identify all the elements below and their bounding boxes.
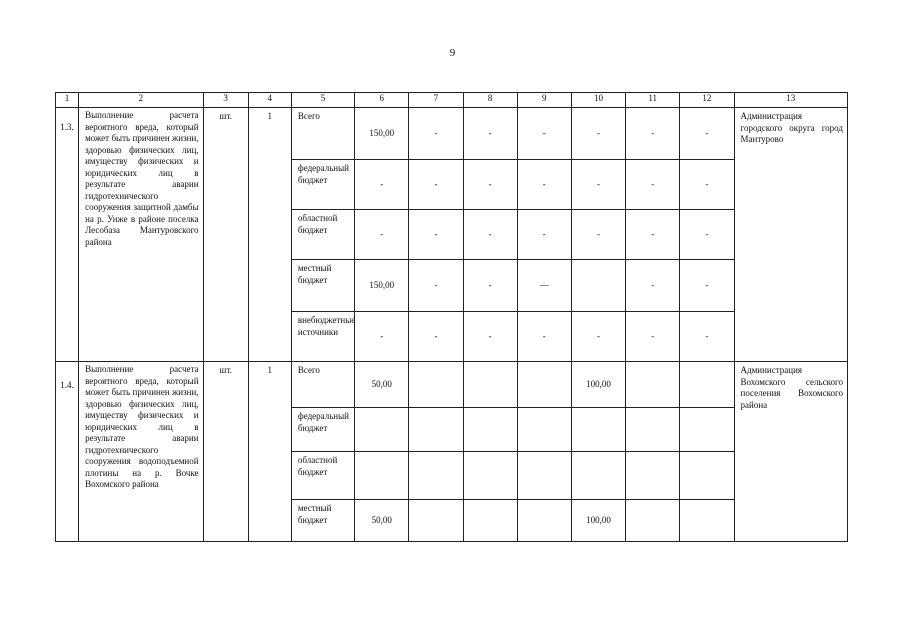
col-header: 2 — [79, 93, 203, 108]
col-header: 5 — [291, 93, 354, 108]
page-number: 9 — [449, 47, 456, 59]
funding-value: - — [680, 108, 734, 160]
funding-value: - — [517, 160, 571, 210]
funding-value: - — [571, 210, 625, 260]
col-header: 10 — [571, 93, 625, 108]
col-header: 4 — [248, 93, 291, 108]
col-header: 6 — [355, 93, 409, 108]
funding-value: - — [517, 312, 571, 362]
funding-value: - — [517, 108, 571, 160]
funding-value — [571, 408, 625, 452]
funding-value: - — [355, 312, 409, 362]
funding-value: - — [355, 160, 409, 210]
funding-value — [409, 500, 463, 542]
funding-value — [517, 362, 571, 408]
funding-value: 150,00 — [355, 260, 409, 312]
item-number: 1.3. — [56, 108, 79, 362]
funding-value: - — [409, 210, 463, 260]
funding-value — [463, 408, 517, 452]
header-row — [56, 93, 848, 108]
table-body — [56, 108, 848, 542]
funding-value: - — [409, 312, 463, 362]
col-header: 13 — [734, 93, 847, 108]
funding-value: - — [463, 210, 517, 260]
funding-value: - — [571, 108, 625, 160]
funding-value: 100,00 — [571, 362, 625, 408]
funding-source: Всего — [291, 362, 354, 408]
funding-value — [626, 408, 680, 452]
funding-value: - — [680, 160, 734, 210]
responsible-executor: Администрация Вохомского сельского поселения Вохомского района — [734, 362, 847, 542]
item-quantity: 1 — [248, 362, 291, 542]
col-header: 9 — [517, 93, 571, 108]
funding-value — [680, 408, 734, 452]
funding-value: - — [409, 160, 463, 210]
funding-value — [680, 362, 734, 408]
funding-value: - — [680, 260, 734, 312]
item-number: 1.4. — [56, 362, 79, 542]
funding-value: - — [626, 108, 680, 160]
item-description: Выполнение расчета вероятного вреда, который может быть причинен жизни, здоровью физических лиц, имуществу физических и юридических лиц в результате аварии гидротехнического сооружения защитной дамбы на р. Унже в районе поселка Лесобаза Мантуровского района — [79, 108, 203, 362]
funding-value: - — [626, 312, 680, 362]
table-row — [56, 108, 848, 160]
item-description: Выполнение расчета вероятного вреда, который может быть причинен жизни, здоровью физических лиц, имуществу физических и юридических лиц в результате аварии гидротехнического сооружения водоподъемной плотины на р. Вочке Вохомского района — [79, 362, 203, 542]
table-row — [56, 362, 848, 408]
funding-value — [571, 260, 625, 312]
funding-value: - — [626, 160, 680, 210]
funding-value: - — [626, 260, 680, 312]
funding-value — [409, 408, 463, 452]
funding-value — [463, 452, 517, 500]
funding-value: - — [680, 210, 734, 260]
program-table — [55, 92, 848, 542]
col-header: 11 — [626, 93, 680, 108]
funding-value — [517, 500, 571, 542]
funding-value — [517, 452, 571, 500]
funding-value: - — [463, 312, 517, 362]
funding-value — [680, 452, 734, 500]
funding-value: - — [409, 108, 463, 160]
funding-value: 150,00 — [355, 108, 409, 160]
col-header: 1 — [56, 93, 79, 108]
funding-source: федеральный бюджет — [291, 408, 354, 452]
funding-value: - — [680, 312, 734, 362]
funding-value: - — [409, 260, 463, 312]
funding-source: внебюджетные источники — [291, 312, 354, 362]
funding-value: — — [517, 260, 571, 312]
funding-value — [680, 500, 734, 542]
funding-value — [626, 362, 680, 408]
funding-value — [409, 362, 463, 408]
funding-source: областной бюджет — [291, 210, 354, 260]
funding-source: федеральный бюджет — [291, 160, 354, 210]
col-header: 8 — [463, 93, 517, 108]
funding-value: - — [355, 210, 409, 260]
col-header: 12 — [680, 93, 734, 108]
funding-source: Всего — [291, 108, 354, 160]
funding-value — [355, 452, 409, 500]
funding-value: 50,00 — [355, 500, 409, 542]
funding-value: 50,00 — [355, 362, 409, 408]
funding-value — [355, 408, 409, 452]
funding-value — [463, 362, 517, 408]
funding-source: местный бюджет — [291, 500, 354, 542]
funding-value — [626, 452, 680, 500]
col-header: 3 — [203, 93, 248, 108]
funding-value: - — [463, 108, 517, 160]
funding-value — [409, 452, 463, 500]
funding-value — [517, 408, 571, 452]
funding-value: - — [571, 312, 625, 362]
funding-value: - — [463, 160, 517, 210]
funding-value — [463, 500, 517, 542]
funding-value — [626, 500, 680, 542]
col-header: 7 — [409, 93, 463, 108]
responsible-executor: Администрация городского округа город Мантурово — [734, 108, 847, 362]
funding-value: - — [463, 260, 517, 312]
funding-value: - — [571, 160, 625, 210]
funding-value: 100,00 — [571, 500, 625, 542]
funding-value — [571, 452, 625, 500]
item-unit: шт. — [203, 108, 248, 362]
funding-value: - — [517, 210, 571, 260]
item-unit: шт. — [203, 362, 248, 542]
funding-value: - — [626, 210, 680, 260]
funding-source: местный бюджет — [291, 260, 354, 312]
funding-source: областной бюджет — [291, 452, 354, 500]
item-quantity: 1 — [248, 108, 291, 362]
